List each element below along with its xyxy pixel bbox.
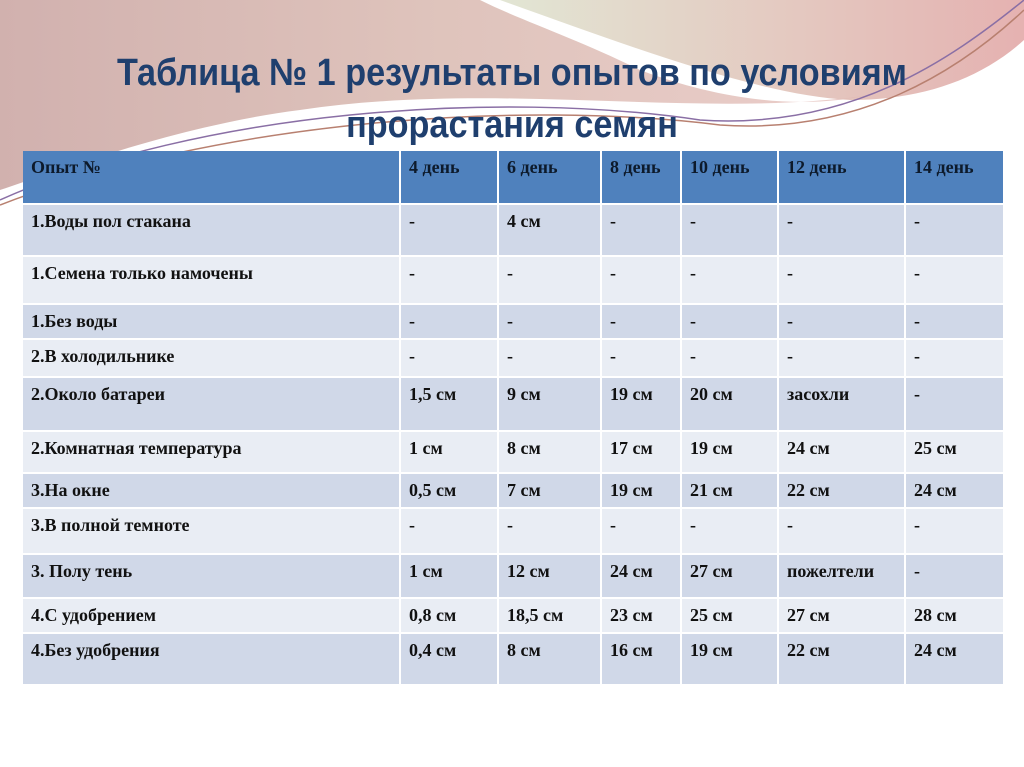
- value-cell: -: [906, 555, 1003, 597]
- experiment-cell: 4.С удобрением: [23, 599, 399, 632]
- value-cell: -: [401, 205, 497, 255]
- header-cell: 12 день: [779, 151, 904, 203]
- table-row: [23, 257, 1003, 303]
- value-cell: 7 см: [499, 474, 600, 507]
- value-cell: -: [682, 205, 777, 255]
- header-cell: 6 день: [499, 151, 600, 203]
- value-cell: 0,8 см: [401, 599, 497, 632]
- slide-title-line1: Таблица № 1 результаты опытов по условиям: [117, 52, 907, 94]
- value-cell: 19 см: [682, 634, 777, 684]
- value-cell: 23 см: [602, 599, 680, 632]
- value-cell: 0,4 см: [401, 634, 497, 684]
- slide-title-line2: прорастания семян: [346, 104, 678, 146]
- experiment-cell: 2.В холодильнике: [23, 340, 399, 376]
- value-cell: 19 см: [602, 378, 680, 430]
- value-cell: 19 см: [602, 474, 680, 507]
- value-cell: -: [401, 257, 497, 303]
- value-cell: 22 см: [779, 474, 904, 507]
- experiment-cell: 4.Без удобрения: [23, 634, 399, 684]
- table-row: [23, 305, 1003, 338]
- experiment-cell: 2.Комнатная температура: [23, 432, 399, 472]
- value-cell: 24 см: [602, 555, 680, 597]
- value-cell: -: [602, 205, 680, 255]
- value-cell: -: [401, 509, 497, 553]
- value-cell: 25 см: [906, 432, 1003, 472]
- value-cell: -: [499, 509, 600, 553]
- experiment-cell: 3.На окне: [23, 474, 399, 507]
- table-row: [23, 474, 1003, 507]
- value-cell: -: [906, 378, 1003, 430]
- value-cell: -: [499, 340, 600, 376]
- value-cell: пожелтели: [779, 555, 904, 597]
- value-cell: 1 см: [401, 555, 497, 597]
- experiment-cell: 1.Без воды: [23, 305, 399, 338]
- value-cell: 27 см: [779, 599, 904, 632]
- value-cell: -: [682, 509, 777, 553]
- table-row: [23, 509, 1003, 553]
- results-table: [21, 149, 1005, 686]
- value-cell: 24 см: [779, 432, 904, 472]
- value-cell: -: [602, 509, 680, 553]
- value-cell: -: [401, 340, 497, 376]
- value-cell: -: [779, 340, 904, 376]
- value-cell: 12 см: [499, 555, 600, 597]
- value-cell: 0,5 см: [401, 474, 497, 507]
- value-cell: 25 см: [682, 599, 777, 632]
- value-cell: -: [779, 205, 904, 255]
- experiment-cell: 3. Полу тень: [23, 555, 399, 597]
- value-cell: -: [779, 509, 904, 553]
- table-header-row: [23, 151, 1003, 203]
- value-cell: засохли: [779, 378, 904, 430]
- value-cell: 21 см: [682, 474, 777, 507]
- value-cell: -: [906, 305, 1003, 338]
- table-row: [23, 599, 1003, 632]
- value-cell: 16 см: [602, 634, 680, 684]
- table-row: [23, 432, 1003, 472]
- value-cell: -: [602, 305, 680, 338]
- experiment-cell: 2.Около батареи: [23, 378, 399, 430]
- table-row: [23, 378, 1003, 430]
- value-cell: 24 см: [906, 474, 1003, 507]
- value-cell: 1,5 см: [401, 378, 497, 430]
- header-cell: 8 день: [602, 151, 680, 203]
- value-cell: 24 см: [906, 634, 1003, 684]
- value-cell: -: [602, 257, 680, 303]
- value-cell: -: [682, 340, 777, 376]
- experiment-cell: 1.Воды пол стакана: [23, 205, 399, 255]
- table-row: [23, 340, 1003, 376]
- table-row: [23, 555, 1003, 597]
- value-cell: 9 см: [499, 378, 600, 430]
- value-cell: -: [499, 257, 600, 303]
- value-cell: 8 см: [499, 432, 600, 472]
- value-cell: -: [401, 305, 497, 338]
- value-cell: 4 см: [499, 205, 600, 255]
- value-cell: -: [906, 205, 1003, 255]
- value-cell: -: [779, 257, 904, 303]
- value-cell: 18,5 см: [499, 599, 600, 632]
- header-cell: 4 день: [401, 151, 497, 203]
- table-row: [23, 634, 1003, 684]
- value-cell: -: [906, 340, 1003, 376]
- value-cell: 19 см: [682, 432, 777, 472]
- experiment-cell: 1.Семена только намочены: [23, 257, 399, 303]
- experiment-cell: 3.В полной темноте: [23, 509, 399, 553]
- value-cell: 22 см: [779, 634, 904, 684]
- header-cell: 14 день: [906, 151, 1003, 203]
- value-cell: 17 см: [602, 432, 680, 472]
- header-cell: Опыт №: [23, 151, 399, 203]
- header-cell: 10 день: [682, 151, 777, 203]
- value-cell: 20 см: [682, 378, 777, 430]
- value-cell: 1 см: [401, 432, 497, 472]
- table-row: [23, 205, 1003, 255]
- value-cell: 27 см: [682, 555, 777, 597]
- value-cell: -: [602, 340, 680, 376]
- value-cell: 28 см: [906, 599, 1003, 632]
- value-cell: -: [906, 257, 1003, 303]
- value-cell: -: [779, 305, 904, 338]
- value-cell: -: [906, 509, 1003, 553]
- value-cell: -: [499, 305, 600, 338]
- value-cell: 8 см: [499, 634, 600, 684]
- value-cell: -: [682, 305, 777, 338]
- value-cell: -: [682, 257, 777, 303]
